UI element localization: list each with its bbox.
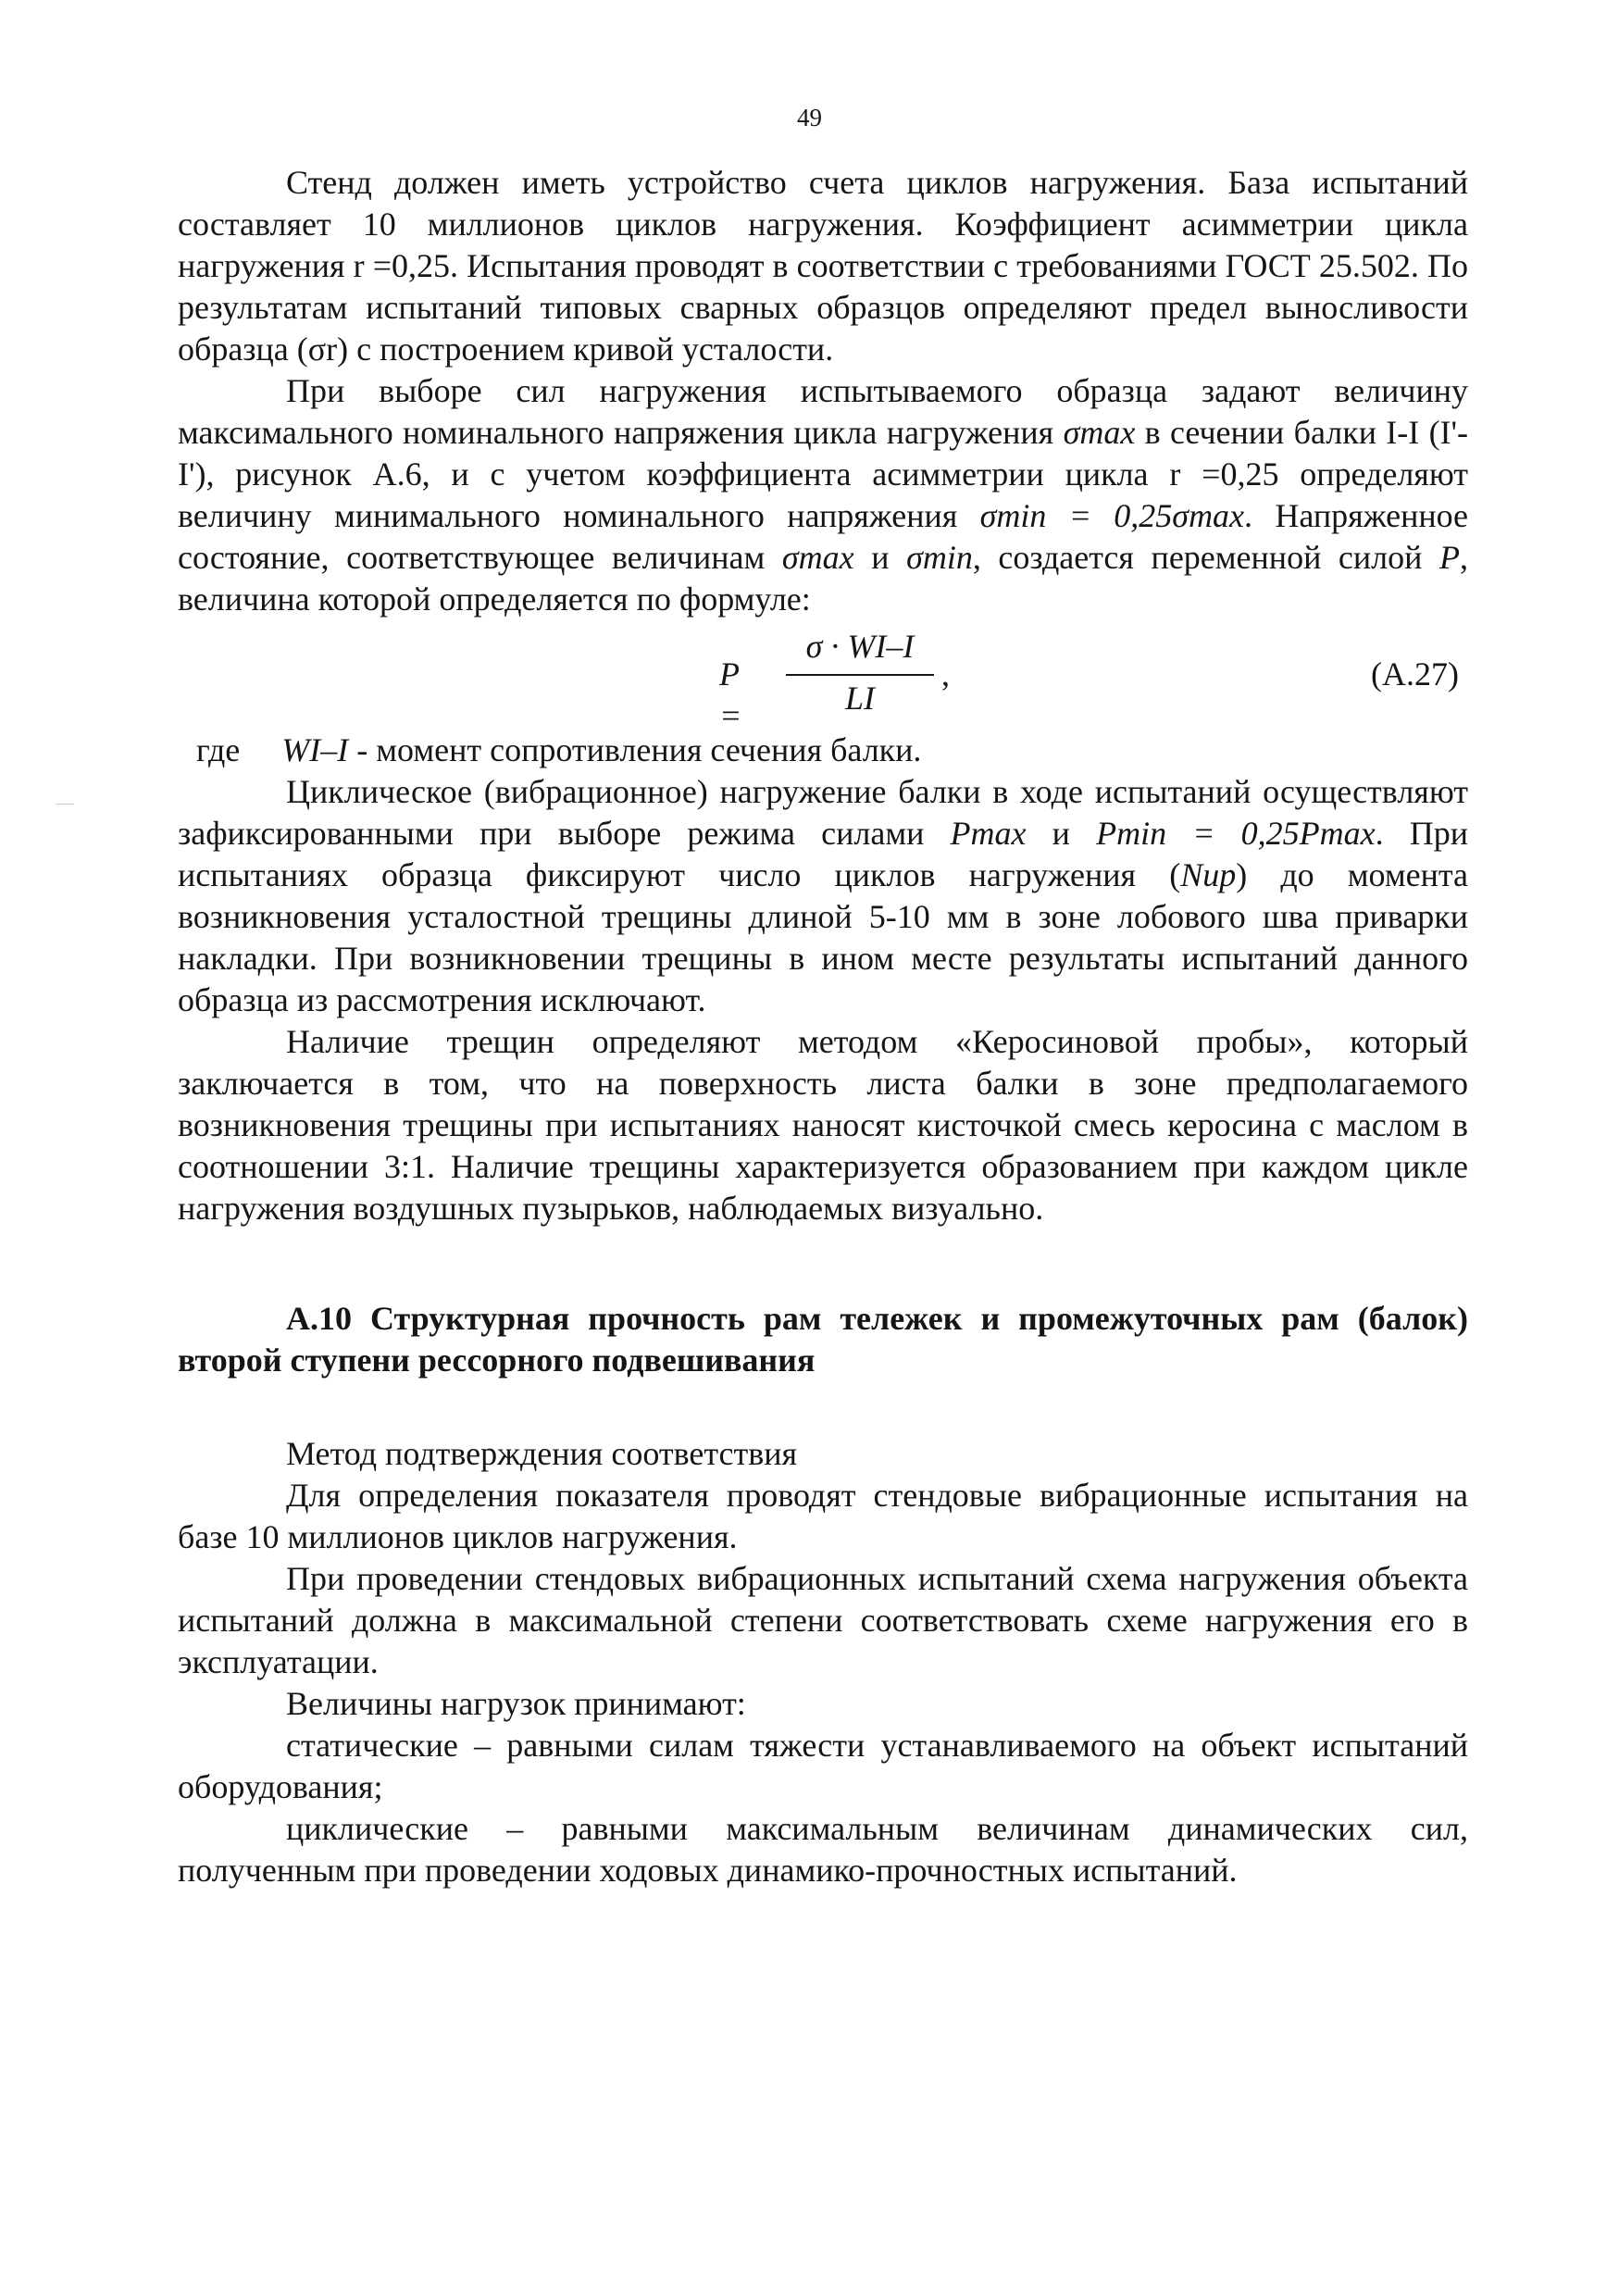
symbol-force-p: P — [1439, 539, 1460, 576]
text-fragment: ) до момента возникновения усталостной трещины длиной 5-10 мм в зоне лобового шва приварки накладки. При возникновении трещины в ином месте результаты испытаний данного образца из рассмотрения исключают. — [178, 856, 1469, 1018]
where-symbol: WI–I — [281, 731, 349, 768]
text-fragment: . При испытаниях образца фиксируют число циклов нагружения ( — [178, 815, 1469, 893]
where-line — [178, 730, 1468, 771]
paragraph-loading-scheme: При проведении стендовых вибрационных испытаний схема нагружения объекта испытаний должна в максимальной степени соответствовать схеме нагружения его в эксплуатации. — [178, 1560, 1468, 1680]
symbol-n-cycles: Nup — [1180, 856, 1237, 893]
equation-p-min: Pmin = 0,25Pmax — [1096, 815, 1376, 852]
page-number: 49 — [797, 104, 822, 131]
paragraph-kerosene-test: Наличие трещин определяют методом «Керосиновой пробы», который заключается в том, что на поверхность листа балки в зоне предполагаемого возникновения трещины при испытаниях наносят кисточкой смесь керосина с маслом в соотношении 3:1. Наличие трещины характеризуется образованием при каждом цикле нагружения воздушных пузырьков, наблюдаемых визуально. — [178, 1023, 1468, 1227]
formula-comma: , — [941, 655, 950, 693]
formula-lhs: P = — [719, 655, 742, 734]
symbol-sigma-max: σmax — [1063, 414, 1136, 451]
text-fragment: При выборе сил нагружения испытываемого образца задают величину максимального номинального напряжения цикла нагружения — [178, 372, 1468, 451]
spacer — [178, 1381, 1468, 1433]
text-fragment: Циклическое (вибрационное) нагружение балки в ходе испытаний осуществляют зафиксированными при выборе режима силами — [178, 773, 1468, 852]
fraction-bar — [786, 674, 934, 676]
symbol-sigma-min: σmin — [906, 539, 973, 576]
body-text — [178, 162, 1468, 1891]
text-fragment: , создается переменной силой — [972, 539, 1423, 576]
margin-mark — [56, 804, 74, 805]
text-fragment: . Напряженное состояние, соответствующее величинам — [178, 497, 1469, 576]
formula-a27 — [178, 626, 1468, 734]
formula-denominator: LI — [844, 680, 875, 717]
section-heading-a10: А.10 Структурная прочность рам тележек и промежуточных рам (балок) второй ступени рессорного подвешивания — [178, 1300, 1468, 1379]
formula-number: (А.27) — [1371, 655, 1459, 693]
symbol-sigma-max: σmax — [781, 539, 854, 576]
paragraph-bench-tests: Для определения показателя проводят стендовые вибрационные испытания на базе 10 миллионов циклов нагружения. — [178, 1477, 1468, 1555]
paragraph-test-stand: Стенд должен иметь устройство счета циклов нагружения. База испытаний составляет 10 миллионов циклов нагружения. Коэффициент асимметрии цикла нагружения r =0,25. Испытания проводят в соответствии с требованиями ГОСТ 25.502. По результатам испытаний типовых сварных образцов определяют предел выносливости образца (σr) с построением кривой усталости. — [178, 164, 1468, 368]
text-fragment: и — [871, 539, 890, 576]
paragraph-static-loads: статические – равными силам тяжести устанавливаемого на объект испытаний оборудования; — [178, 1727, 1468, 1805]
paragraph-method: Метод подтверждения соответствия — [286, 1435, 798, 1472]
paragraph-load-values: Величины нагрузок принимают: — [286, 1685, 746, 1722]
paragraph-cyclic-loading — [178, 771, 1468, 1021]
symbol-p-max: Pmax — [950, 815, 1027, 852]
where-label: где — [196, 731, 241, 768]
text-fragment: , величина которой определяется по формуле: — [178, 539, 1468, 618]
paragraph-load-selection — [178, 370, 1468, 620]
paragraph-cyclic-loads: циклические – равными максимальным величинам динамических сил, полученным при проведении ходовых динамико-прочностных испытаний. — [178, 1810, 1468, 1889]
text-fragment: и — [1052, 815, 1070, 852]
text-fragment: в сечении балки I-I (I'- I'), рисунок А.6, и с учетом коэффициента асимметрии цикла r =0,25 определяют величину минимального номинального напряжения — [178, 414, 1469, 534]
equation-sigma-min: σmin = 0,25σmax — [979, 497, 1245, 534]
formula-numerator: σ · WI–I — [805, 628, 915, 665]
where-text: - момент сопротивления сечения балки. — [356, 731, 922, 768]
